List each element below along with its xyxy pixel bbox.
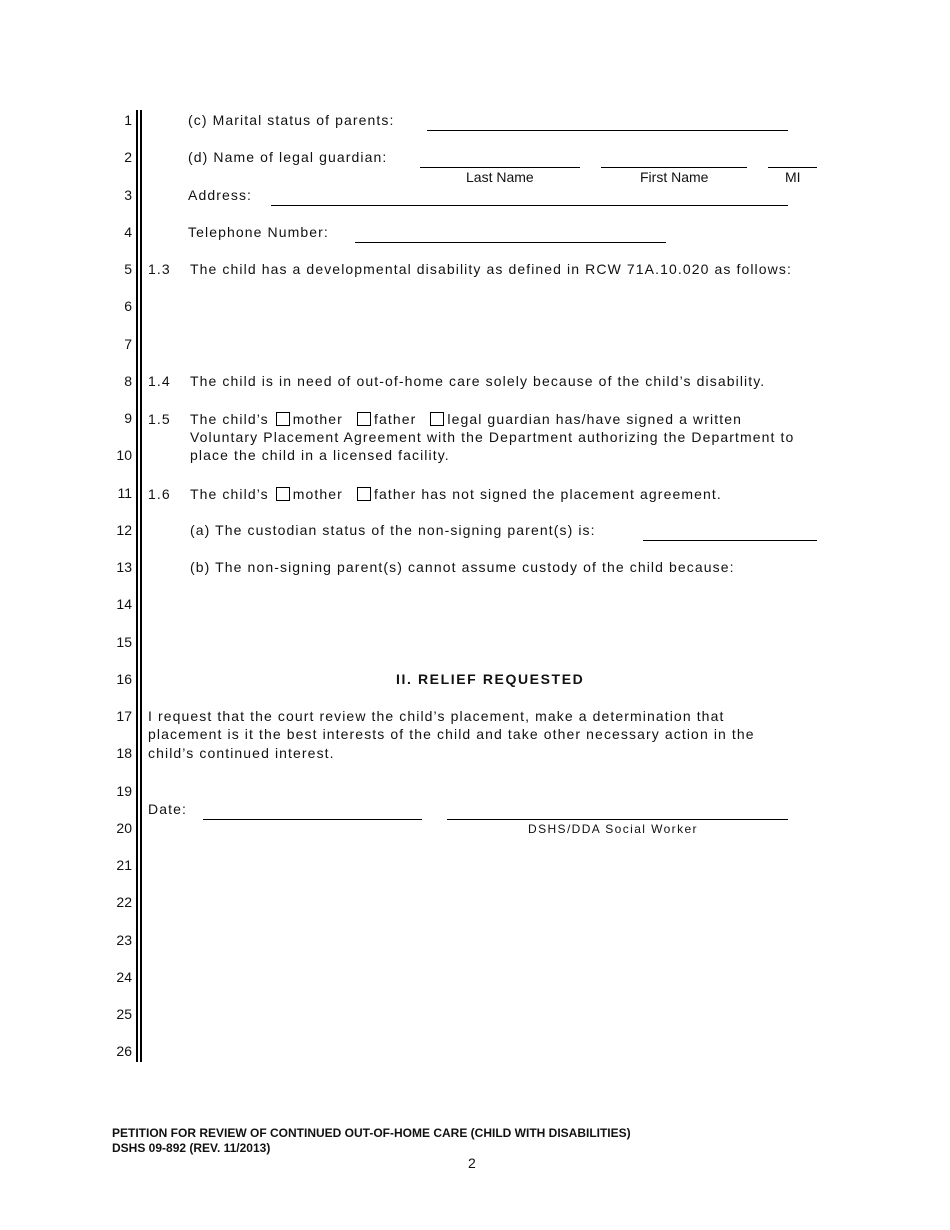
line-number: 7 (124, 335, 132, 352)
line-number: 3 (124, 186, 132, 203)
non-signing-mother-checkbox[interactable] (276, 487, 290, 501)
last-name-caption: Last Name (466, 169, 534, 185)
custodian-status-field[interactable] (643, 540, 817, 541)
footer-form-number: DSHS 09-892 (REV. 11/2013) (112, 1141, 271, 1155)
guardian-mi-field[interactable] (768, 167, 817, 168)
father-checkbox[interactable] (357, 412, 371, 426)
non-signing-father-checkbox[interactable] (357, 487, 371, 501)
signature-field[interactable] (447, 819, 788, 820)
marital-status-label: (c) Marital status of parents: (188, 112, 395, 128)
line-number: 12 (116, 521, 132, 538)
guardian-first-name-field[interactable] (601, 167, 747, 168)
address-field[interactable] (271, 205, 788, 206)
section-1-3-number: 1.3 (148, 261, 171, 277)
line-number: 8 (124, 372, 132, 389)
line-number: 10 (116, 447, 132, 464)
line-number: 5 (124, 261, 132, 277)
line-number: 6 (124, 298, 132, 315)
margin-rule-right (140, 110, 142, 1062)
date-label: Date: (148, 801, 187, 817)
date-field[interactable] (203, 819, 422, 820)
line-number: 1 (124, 112, 132, 128)
telephone-label: Telephone Number: (188, 224, 329, 240)
section-1-5-number: 1.5 (148, 411, 171, 427)
section-1-6-number: 1.6 (148, 486, 171, 502)
line-number: 4 (124, 223, 132, 240)
line-number: 17 (116, 708, 132, 724)
legal-guardian-label: (d) Name of legal guardian: (188, 149, 388, 165)
line-number: 26 (116, 1043, 132, 1060)
telephone-field[interactable] (355, 242, 666, 243)
section-1-6-text: The child’s mother father has not signed the placement agreement. (190, 486, 722, 502)
section-1-4-text: The child is in need of out-of-home care solely because of the child’s disability. (190, 373, 766, 389)
line-number: 16 (116, 670, 132, 687)
signer-caption: DSHS/DDA Social Worker (528, 822, 698, 836)
line-number: 14 (116, 596, 132, 613)
relief-line2: placement is it the best interests of the child and take other necessary action in the (148, 726, 755, 742)
section-1-5-line2: Voluntary Placement Agreement with the Department authorizing the Department to (190, 429, 795, 445)
section-1-5-line3: place the child in a licensed facility. (190, 447, 450, 463)
relief-line1: I request that the court review the child’s placement, make a determination that (148, 708, 725, 724)
line-number: 18 (116, 745, 132, 762)
line-number: 23 (116, 931, 132, 948)
custodian-status-label: (a) The custodian status of the non-signing parent(s) is: (190, 522, 596, 538)
relief-line3: child’s continued interest. (148, 745, 335, 761)
footer-title: PETITION FOR REVIEW OF CONTINUED OUT-OF-HOME CARE (CHILD WITH DISABILITIES) (112, 1126, 631, 1140)
line-number: 2 (124, 149, 132, 166)
page-number: 2 (468, 1155, 476, 1171)
line-number: 19 (116, 782, 132, 799)
line-number: 22 (116, 894, 132, 911)
line-number: 24 (116, 968, 132, 985)
margin-rule-left (136, 110, 138, 1062)
section-1-5-line1: The child’s mother father legal guardian has/have signed a written (190, 411, 742, 427)
first-name-caption: First Name (640, 169, 709, 185)
section-1-3-text: The child has a developmental disability as defined in RCW 71A.10.020 as follows: (190, 261, 792, 277)
address-label: Address: (188, 187, 253, 203)
section-2-heading: II. RELIEF REQUESTED (396, 671, 585, 687)
line-number: 20 (116, 819, 132, 836)
legal-guardian-checkbox[interactable] (430, 412, 444, 426)
line-number: 25 (116, 1006, 132, 1022)
mi-caption: MI (785, 169, 801, 185)
guardian-last-name-field[interactable] (420, 167, 580, 168)
line-number: 9 (124, 410, 132, 426)
marital-status-field[interactable] (427, 130, 788, 131)
mother-checkbox[interactable] (276, 412, 290, 426)
line-number: 11 (117, 484, 132, 501)
section-1-4-number: 1.4 (148, 373, 171, 389)
line-number: 15 (116, 633, 132, 650)
cannot-assume-custody-label: (b) The non-signing parent(s) cannot assume custody of the child because: (190, 559, 735, 575)
line-number: 21 (116, 857, 132, 873)
line-number: 13 (116, 559, 132, 575)
